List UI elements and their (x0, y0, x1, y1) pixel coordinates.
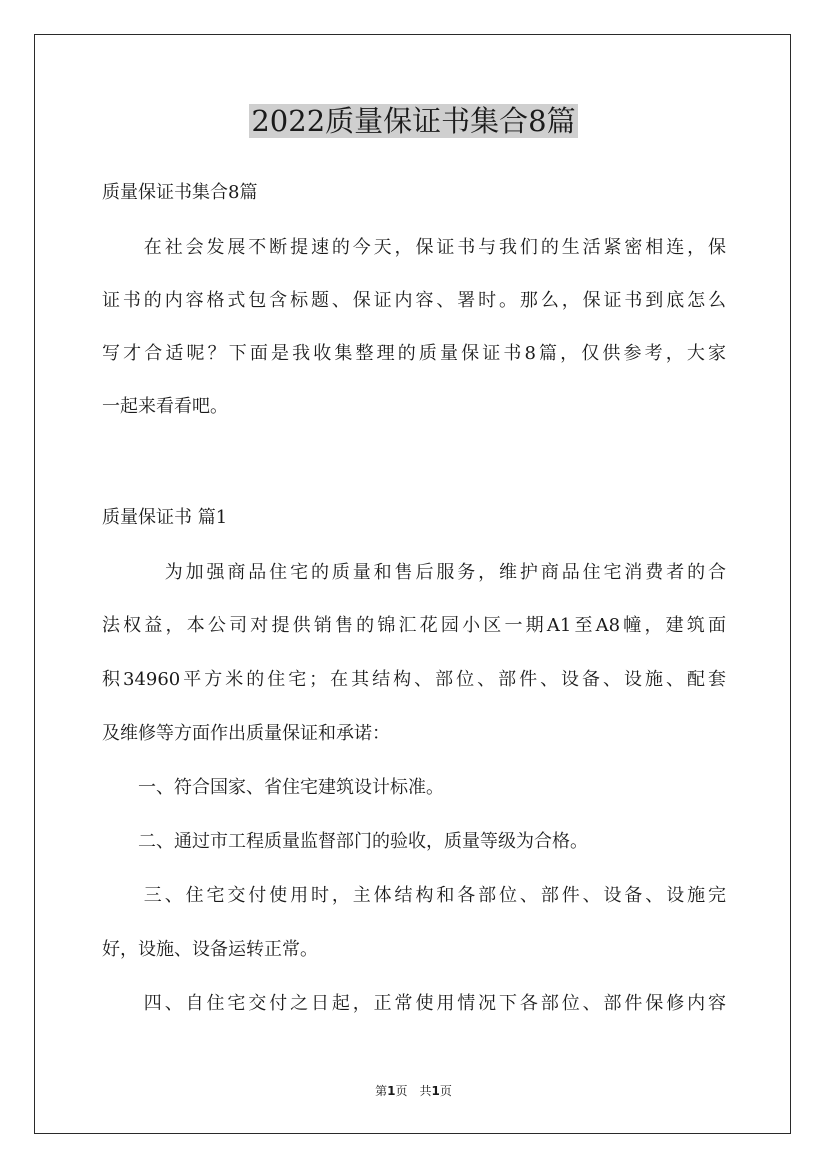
intro-line: 一起来看看吧。 (102, 396, 228, 417)
body-line: 三、住宅交付使用时，主体结构和各部位、部件、设备、设施完 (102, 885, 726, 906)
intro-line: 在社会发展不断提速的今天，保证书与我们的生活紧密相连，保 (102, 237, 726, 258)
body-line: 好，设施、设备运转正常。 (102, 939, 318, 960)
footer-mid: 页 共 (395, 1084, 432, 1098)
body-line: 及维修等方面作出质量保证和承诺： (102, 723, 390, 744)
footer-page-total: 1 (431, 1084, 440, 1098)
body-line: 一、符合国家、省住宅建筑设计标准。 (102, 777, 444, 798)
document-subtitle: 质量保证书集合8篇 (102, 182, 258, 203)
intro-line: 证书的内容格式包含标题、保证内容、署时。那么，保证书到底怎么 (102, 290, 726, 311)
body-line: 为加强商品住宅的质量和售后服务，维护商品住宅消费者的合 (102, 562, 726, 583)
body-line: 法权益，本公司对提供销售的锦汇花园小区一期A1至A8幢，建筑面 (102, 615, 726, 636)
document-title (0, 98, 827, 144)
footer-page-number: 1 (387, 1084, 396, 1098)
body-line: 四、自住宅交付之日起，正常使用情况下各部位、部件保修内容 (102, 993, 726, 1014)
section-heading: 质量保证书 篇1 (102, 507, 228, 528)
intro-line: 写才合适呢？下面是我收集整理的质量保证书8篇，仅供参考，大家 (102, 343, 726, 364)
footer-prefix: 第 (375, 1084, 388, 1098)
footer-suffix: 页 (439, 1084, 452, 1098)
body-line: 二、通过市工程质量监督部门的验收，质量等级为合格。 (102, 831, 588, 852)
page-footer (0, 1083, 827, 1099)
document-title-text: 2022质量保证书集合8篇 (251, 104, 576, 138)
body-line: 积34960平方米的住宅；在其结构、部位、部件、设备、设施、配套 (102, 669, 726, 690)
